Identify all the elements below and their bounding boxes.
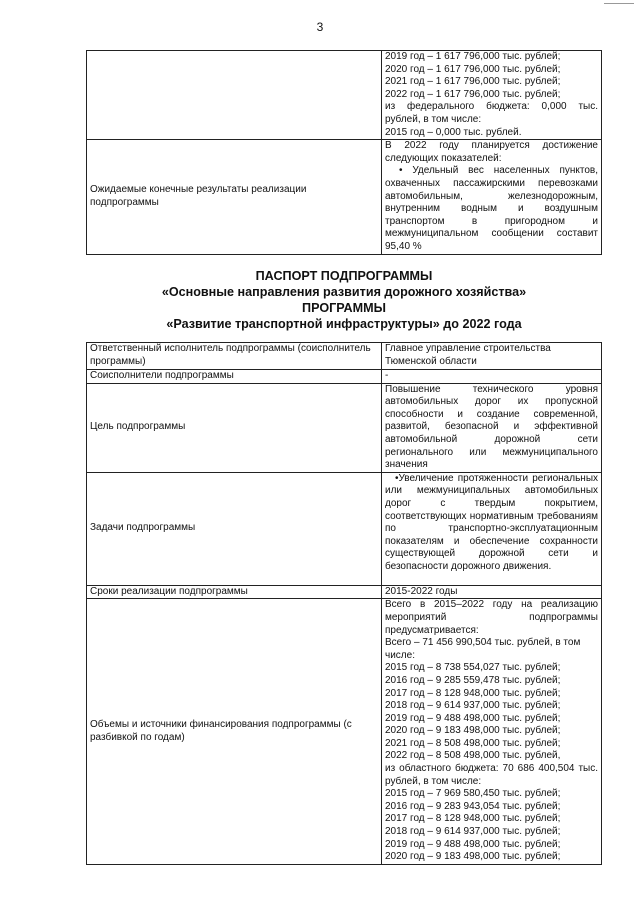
- scan-mark: [604, 3, 634, 4]
- heading-line: «Развитие транспортной инфраструктуры» до 2022 года: [166, 317, 522, 331]
- text-paragraph: • Удельный вес населенных пунктов, охваченных пассажирскими перевозками автомобильным, железнодорожным, внутренним водным и воздушным транспортом в пригородном и межмуниципальном сообщении составит 95,40 %: [385, 165, 598, 252]
- text-line: 2019 год – 9 488 498,000 тыс. рублей;: [385, 712, 561, 724]
- table-cell-value: -: [382, 370, 602, 384]
- table-cell-value: Повышение технического уровня автомобильных дорог их пропускной способности и создание современной, развитой, безопасной и эффективной автомобильной дорожной сети регионального или межмуниципального значения: [382, 383, 602, 472]
- table-cell-label: Ожидаемые конечные результаты реализации подпрограммы: [87, 140, 382, 254]
- text-line: 2022 год – 1 617 796,000 тыс. рублей;: [385, 88, 561, 100]
- text-line: 2022 год – 8 508 498,000 тыс. рублей,: [385, 750, 561, 762]
- text-line: 2017 год – 8 128 948,000 тыс. рублей;: [385, 687, 561, 699]
- subprogram-passport-heading: [86, 268, 602, 332]
- table-cell-empty: [87, 51, 382, 140]
- page-number: 3: [316, 20, 324, 34]
- text-line: 2019 год – 1 617 796,000 тыс. рублей;: [385, 51, 561, 62]
- text-line: 2016 год – 9 283 943,054 тыс. рублей;: [385, 800, 561, 812]
- text-line: 2015 год – 7 969 580,450 тыс. рублей;: [385, 788, 561, 800]
- table-cell-results: [382, 140, 602, 254]
- text-line: 2021 год – 1 617 796,000 тыс. рублей;: [385, 76, 561, 88]
- table-row: [87, 383, 602, 472]
- table-row: [87, 585, 602, 599]
- text-line: 2020 год – 9 183 498,000 тыс. рублей;: [385, 851, 561, 863]
- table-cell-label: Задачи подпрограммы: [87, 472, 382, 585]
- heading-line: «Основные направления развития дорожного хозяйства»: [161, 285, 527, 299]
- subprogram-passport-table: [86, 342, 602, 865]
- table-row: [87, 51, 602, 140]
- table-row: [87, 599, 602, 864]
- text-line: из областного бюджета: 70 686 400,504 тыс. рублей, в том числе:: [385, 763, 598, 787]
- table-cell-label: Цель подпрограммы: [87, 383, 382, 472]
- text-line: из федерального бюджета: 0,000 тыс. рублей, в том числе:: [385, 101, 598, 125]
- text-line: Всего в 2015–2022 году на реализацию мероприятий подпрограммы предусматривается:: [385, 599, 598, 636]
- heading-line: ПАСПОРТ ПОДПРОГРАММЫ: [255, 269, 433, 283]
- text-line: 2020 год – 9 183 498,000 тыс. рублей;: [385, 725, 561, 737]
- text-line: 2021 год – 8 508 498,000 тыс. рублей;: [385, 737, 561, 749]
- table-cell-funding-continued: [382, 51, 602, 140]
- table-cell-label: Ответственный исполнитель подпрограммы (соисполнитель программы): [87, 343, 382, 370]
- table-cell-value: 2015-2022 годы: [382, 585, 602, 599]
- table-cell-funding: [382, 599, 602, 864]
- table-row: [87, 472, 602, 585]
- table-row: [87, 343, 602, 370]
- text-line: 2016 год – 9 285 559,478 тыс. рублей;: [385, 674, 561, 686]
- text-line: 2015 год – 8 738 554,027 тыс. рублей;: [385, 662, 561, 674]
- text-line: 2019 год – 9 488 498,000 тыс. рублей;: [385, 838, 561, 850]
- table-cell-label: Сроки реализации подпрограммы: [87, 585, 382, 599]
- table-row: [87, 140, 602, 254]
- table-row: [87, 370, 602, 384]
- text-line: 2017 год – 8 128 948,000 тыс. рублей;: [385, 813, 561, 825]
- text-line: 2018 год – 9 614 937,000 тыс. рублей;: [385, 700, 561, 712]
- text-line: 2018 год – 9 614 937,000 тыс. рублей;: [385, 826, 561, 838]
- table-cell-value: Главное управление строительства Тюменской области: [382, 343, 602, 370]
- text-line: 2015 год – 0,000 тыс. рублей.: [385, 126, 522, 138]
- table-cell-label: Объемы и источники финансирования подпрограммы (с разбивкой по годам): [87, 599, 382, 864]
- heading-line: ПРОГРАММЫ: [302, 301, 386, 315]
- text-line: Всего – 71 456 990,504 тыс. рублей, в том числе:: [385, 637, 581, 661]
- text-paragraph: В 2022 году планируется достижение следующих показателей:: [385, 140, 598, 164]
- table-cell-label: Соисполнители подпрограммы: [87, 370, 382, 384]
- text-line: 2020 год – 1 617 796,000 тыс. рублей;: [385, 63, 561, 75]
- passport-table-continued: [86, 50, 602, 255]
- table-cell-value: •Увеличение протяженности региональных или межмуниципальных автомобильных дорог с твердым покрытием, соответствующих нормативным требованиям по транспортно-эксплуатационным показателям и обеспечение сохранности существующей дорожной сети и безопасности дорожного движения.: [382, 472, 602, 585]
